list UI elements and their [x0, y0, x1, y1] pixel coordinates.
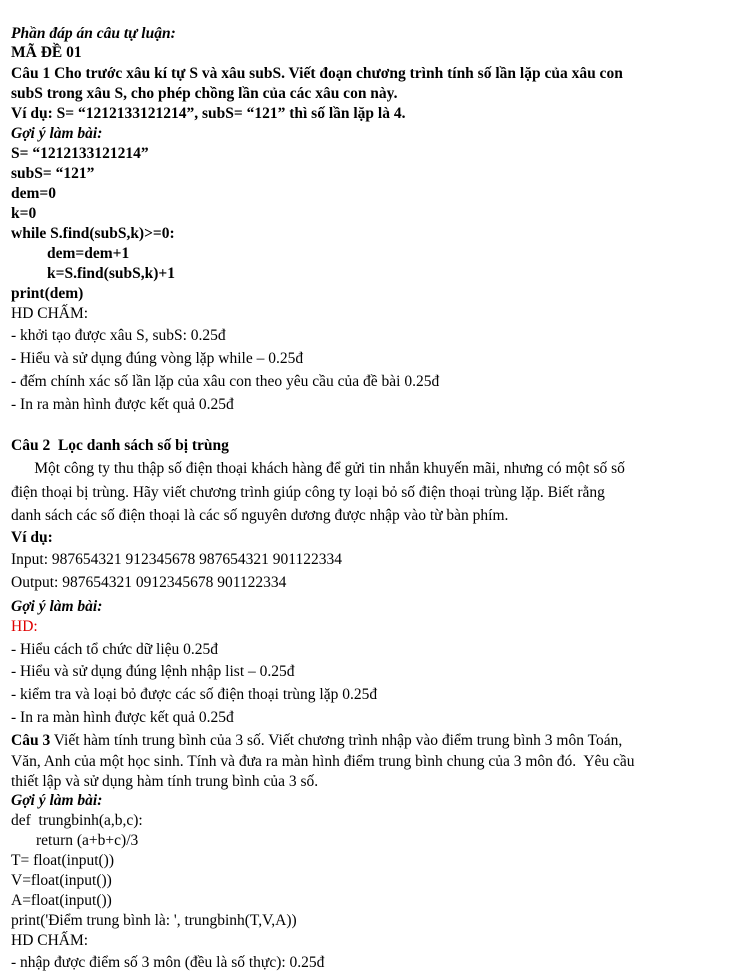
- q3-hint-label: Gợi ý làm bài:: [11, 792, 103, 809]
- q3-title-number: Câu 3: [11, 732, 51, 749]
- q1-code-line: dem=dem+1: [47, 245, 130, 262]
- q1-code-line: dem=0: [11, 185, 56, 202]
- q3-grading-item: - nhập được điểm số 3 môn (đều là số thực): 0.25đ: [11, 954, 325, 971]
- q2-paragraph-line3: danh sách các số điện thoại là các số nguyên dương được nhập vào từ bàn phím.: [11, 507, 509, 524]
- q3-title-line1: [11, 731, 622, 750]
- q1-title-line2: subS trong xâu S, cho phép chồng lần của các xâu con này.: [11, 85, 398, 102]
- q3-code-line: def trungbinh(a,b,c):: [11, 812, 143, 829]
- q3-code-line: return (a+b+c)/3: [36, 832, 139, 849]
- answer-section-title: Phần đáp án câu tự luận:: [11, 25, 176, 42]
- q3-code-line: A=float(input()): [11, 892, 112, 909]
- q2-hint-label: Gợi ý làm bài:: [11, 598, 103, 615]
- q1-grading-label: HD CHẤM:: [11, 305, 89, 322]
- q3-code-line: T= float(input()): [11, 852, 114, 869]
- q2-grading-item: - Hiểu cách tổ chức dữ liệu 0.25đ: [11, 641, 219, 658]
- q2-example-label: Ví dụ:: [11, 529, 53, 546]
- q1-title-line1: Câu 1 Cho trước xâu kí tự S và xâu subS. Viết đoạn chương trình tính số lần lặp của xâu con: [11, 65, 623, 82]
- q2-title: Câu 2 Lọc danh sách số bị trùng: [11, 437, 229, 454]
- q1-code-line: subS= “121”: [11, 165, 95, 182]
- q1-hint-label: Gợi ý làm bài:: [11, 125, 103, 142]
- q3-title-line3: thiết lập và sử dụng hàm tính trung bình của 3 số.: [11, 773, 319, 790]
- q2-input: Input: 987654321 912345678 987654321 901122334: [11, 551, 342, 568]
- exam-code: MÃ ĐỀ 01: [11, 44, 82, 61]
- q3-title-text: Viết hàm tính trung bình của 3 số. Viết chương trình nhập vào điểm trung bình 3 môn Toán,: [50, 732, 623, 749]
- q2-grading-item: - kiểm tra và loại bỏ được các số điện thoại trùng lặp 0.25đ: [11, 686, 378, 703]
- q1-grading-item: - đếm chính xác số lần lặp của xâu con theo yêu cầu của đề bài 0.25đ: [11, 373, 440, 390]
- q1-grading-item: - Hiểu và sử dụng đúng vòng lặp while – 0.25đ: [11, 350, 304, 367]
- q1-code-line: print(dem): [11, 285, 84, 302]
- q3-code-line: V=float(input()): [11, 872, 112, 889]
- q2-paragraph-line1: Một công ty thu thập số điện thoại khách hàng để gửi tin nhắn khuyến mãi, nhưng có một số số: [11, 460, 625, 477]
- q1-example: Ví dụ: S= “1212133121214”, subS= “121” thì số lần lặp là 4.: [11, 105, 406, 122]
- q1-grading-item: - khởi tạo được xâu S, subS: 0.25đ: [11, 327, 226, 344]
- q3-code-line: print('Điểm trung bình là: ', trungbinh(T,V,A)): [11, 912, 297, 929]
- q2-hd-label: HD:: [11, 618, 38, 635]
- q1-code-line: k=S.find(subS,k)+1: [47, 265, 175, 282]
- q2-grading-item: - Hiểu và sử dụng đúng lệnh nhập list – 0.25đ: [11, 663, 295, 680]
- q3-grading-label: HD CHẤM:: [11, 932, 89, 949]
- q1-code-line: while S.find(subS,k)>=0:: [11, 225, 175, 242]
- q1-code-line: k=0: [11, 205, 37, 222]
- q2-grading-item: - In ra màn hình được kết quả 0.25đ: [11, 709, 234, 726]
- q2-output: Output: 987654321 0912345678 901122334: [11, 574, 287, 591]
- q1-grading-item: - In ra màn hình được kết quả 0.25đ: [11, 396, 234, 413]
- q2-paragraph-line2: điện thoại bị trùng. Hãy viết chương trình giúp công ty loại bỏ số điện thoại trùng lặp. Biết rằng: [11, 484, 605, 501]
- q1-code-line: S= “1212133121214”: [11, 145, 149, 162]
- q3-title-line2: Văn, Anh của một học sinh. Tính và đưa ra màn hình điểm trung bình chung của 3 môn đó. Yêu cầu: [11, 753, 635, 770]
